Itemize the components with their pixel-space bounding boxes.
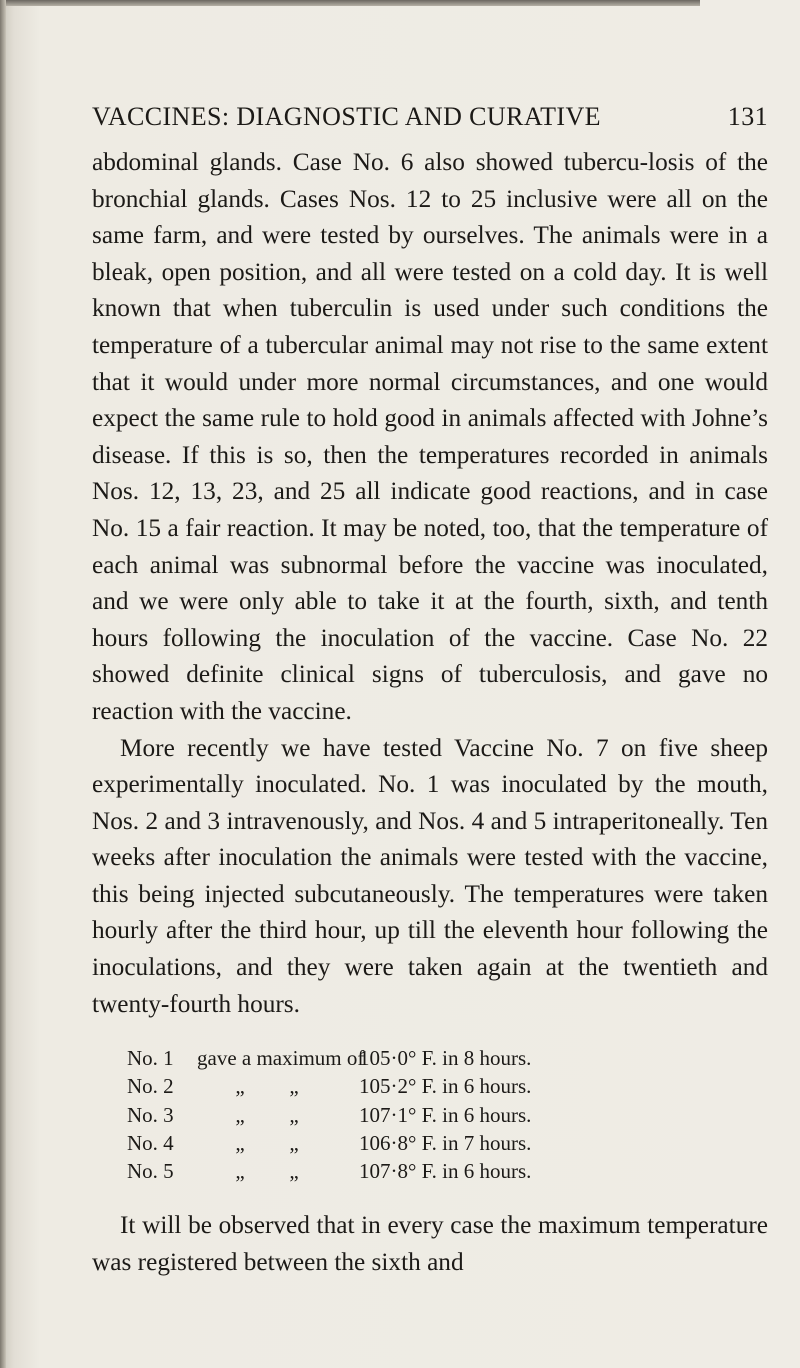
sheep-label: No. 5 bbox=[127, 1159, 174, 1184]
table-row bbox=[127, 1129, 768, 1157]
phrase: gave a maximum of bbox=[197, 1046, 365, 1071]
sheep-label: No. 1 bbox=[127, 1046, 174, 1071]
top-edge bbox=[0, 0, 700, 6]
table-row bbox=[127, 1157, 768, 1185]
sheep-label: No. 2 bbox=[127, 1074, 174, 1099]
ditto-marks bbox=[197, 1101, 359, 1129]
page-spine bbox=[0, 0, 6, 1368]
ditto-mark: „ bbox=[289, 1074, 299, 1099]
paragraph-3: It will be observed that in every case the maximum temperature was registered between the sixth and bbox=[92, 1211, 768, 1276]
ditto-mark: „ bbox=[235, 1102, 245, 1127]
max-temperature: 107·8° F. in 6 hours. bbox=[359, 1159, 532, 1184]
max-temperature: 105·2° F. in 6 hours. bbox=[359, 1074, 532, 1099]
running-header bbox=[92, 102, 768, 132]
max-temperature: 107·1° F. in 6 hours. bbox=[359, 1102, 532, 1127]
ditto-marks bbox=[197, 1157, 359, 1185]
table-row bbox=[127, 1101, 768, 1129]
running-title: VACCINES: DIAGNOSTIC AND CURATIVE bbox=[92, 102, 601, 131]
paragraph-1: abdominal glands. Case No. 6 also showed tubercu-losis of the bronchial glands. Cases Nos. 12 to 25 inclusive were all on the same farm, and were tested by ourselves. The animals were in a bleak, open position, and all were tested on a cold day. It is well known that when tuberculin is used under such conditions the temperature of a tubercular animal may not rise to the same extent that it would under more normal circumstances, and one would expect the same rule to hold good in animals affected with Johne’s disease. If this is so, then the temperatures recorded in animals Nos. 12, 13, 23, and 25 all indicate good reactions, and in case No. 15 a fair reaction. It may be noted, too, that the temperature of each animal was subnormal before the vaccine was inoculated, and we were only able to take it at the fourth, sixth, and tenth hours following the inoculation of the vaccine. Case No. 22 showed definite clinical signs of tuberculosis, and gave no reaction with the vaccine. bbox=[92, 148, 768, 725]
ditto-mark: „ bbox=[289, 1159, 299, 1184]
ditto-mark: „ bbox=[235, 1159, 245, 1184]
ditto-mark: „ bbox=[235, 1130, 245, 1155]
paragraph-2: More recently we have tested Vaccine No. 7 on five sheep experimentally inoculated. No. 1 was inoculated by the mouth, Nos. 2 and 3 intravenously, and Nos. 4 and 5 intraperitoneally. Ten weeks after inoculation the animals were tested with the vaccine, this being injected subcutaneously. The temperatures were taken hourly after the third hour, up till the eleventh hour following the inoculations, and they were taken again at the twentieth and twenty-fourth hours. bbox=[92, 733, 768, 1018]
table-row bbox=[127, 1072, 768, 1100]
ditto-mark: „ bbox=[235, 1074, 245, 1099]
table-row bbox=[127, 1044, 768, 1072]
max-temperature: 106·8° F. in 7 hours. bbox=[359, 1130, 532, 1155]
ditto-mark: „ bbox=[289, 1102, 299, 1127]
max-temperature: 105·0° F. in 8 hours. bbox=[359, 1046, 532, 1071]
ditto-marks bbox=[197, 1072, 359, 1100]
sheep-label: No. 3 bbox=[127, 1102, 174, 1127]
ditto-mark: „ bbox=[289, 1130, 299, 1155]
ditto-marks bbox=[197, 1129, 359, 1157]
page-number: 131 bbox=[727, 102, 768, 131]
sheep-label: No. 4 bbox=[127, 1130, 174, 1155]
page-body bbox=[92, 144, 768, 1280]
results-table bbox=[92, 1044, 768, 1185]
